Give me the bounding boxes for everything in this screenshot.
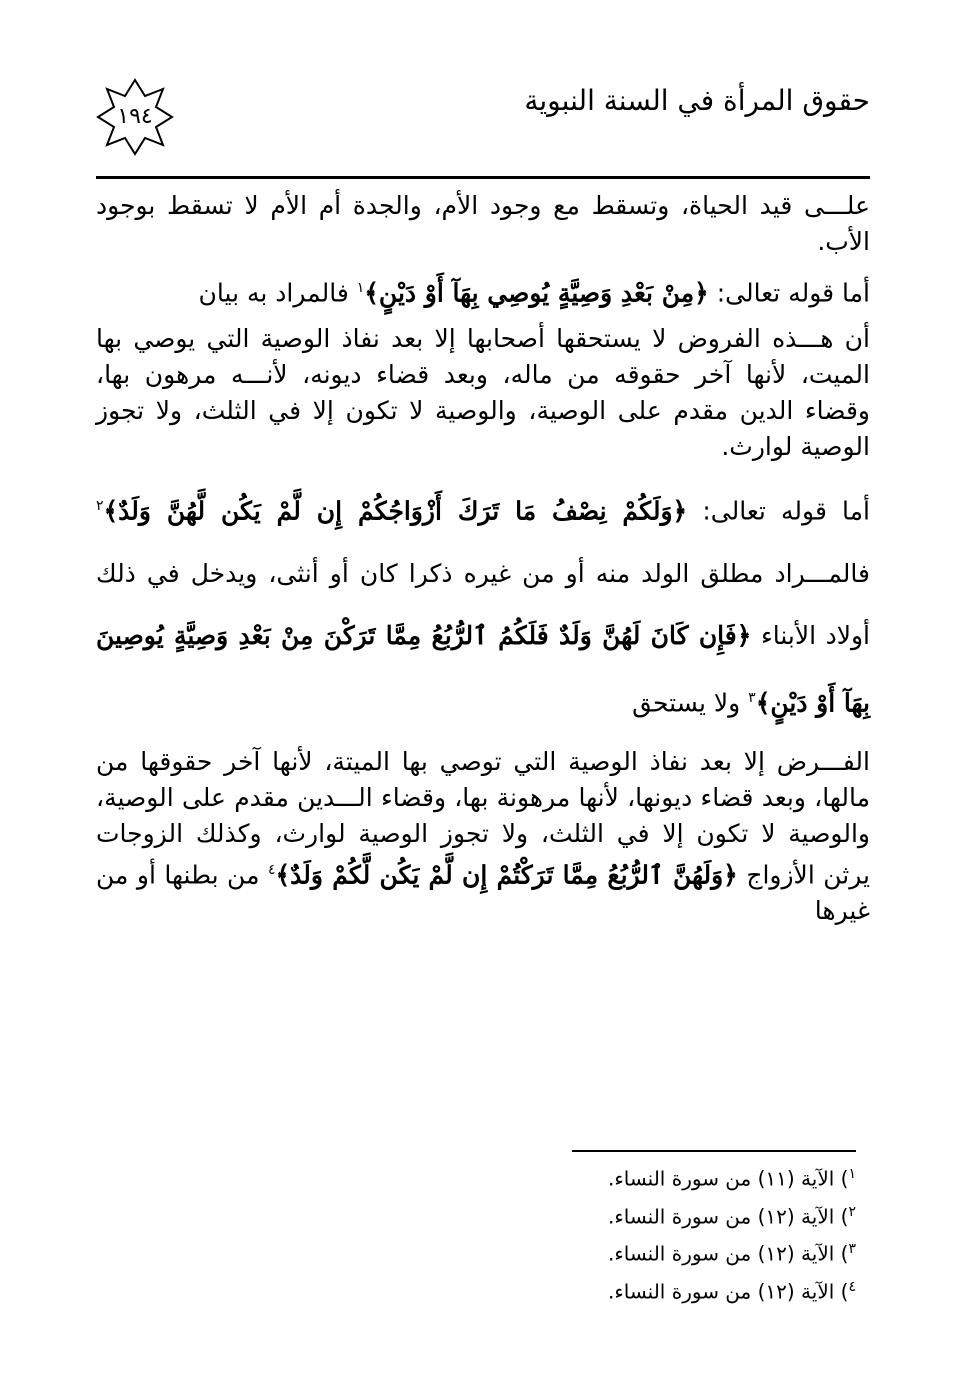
footnote-ref-2: ٢ [96,498,104,515]
page-number-badge [96,78,174,156]
footnote-ref-4: ٤ [267,861,276,878]
quran-verse-2: ﴿وَلَكُمْ نِصْفُ مَا تَرَكَ أَزْوَاجُكُمْ إِن لَّمْ يَكُن لَّهُنَّ وَلَدٌ﴾ [103,496,688,526]
quran-verse-3: ﴿فَإِن كَانَ لَهُنَّ وَلَدٌ فَلَكُمُ ٱلرُّبُعُ مِمَّا تَرَكْنَ مِنْ بَعْدِ وَصِيَّةٍ يُوصِينَ بِهَآ أَوْ دَيْنٍ﴾ [96,620,870,717]
quran-verse-4: ﴿وَلَهُنَّ ٱلرُّبُعُ مِمَّا تَرَكْتُمْ إِن لَّمْ يَكُن لَّكُمْ وَلَدٌ﴾ [275,860,738,890]
paragraph-3: أن هـــذه الفروض لا يستحقها أصحابها إلا بعد نفاذ الوصية التي يوصي بها الميت، لأنها آخر حقوقه من ماله، وبعد قضاء ديونه، لأنـــه مرهون بها، وقضاء الدين مقدم على الوصية، والوصية لا تكون إلا في الثلث، ولا تجوز الوصية لوارث. [96,324,870,462]
paragraph-1: علـــى قيد الحياة، وتسقط مع وجود الأم، والجدة أم الأم لا تسقط بوجود الأب. [96,191,870,256]
paragraph-4-middle: فالمـــراد مطلق الولد منه أو من غيره ذكرا كان أو أنثى، ويدخل في ذلك أولاد الأبناء [96,558,870,650]
paragraph-4-lead: أما قوله تعالى: [687,496,870,526]
paragraph-4 [96,475,870,734]
paragraph-2 [96,270,870,311]
paragraph-5 [96,744,870,929]
footnote-item: $^٢$) الآية (١٢) من سورة النساء. [607,1203,856,1229]
header-divider [96,176,870,179]
paragraph-5-lead: الفـــرض إلا بعد نفاذ الوصية التي توصي بها الميتة، لأنها آخر حقوقها من مالها، وبعد قضاء ديونها، لأنها مرهونة بها، وقضاء الـــدين مقدم على الوصية، والوصية لا تكون إلا في الثلث، ولا تجوز الوصية لوارث، وكذلك الزوجات يرثن الأزواج [96,746,870,890]
main-text [96,188,870,929]
paragraph-2-tail: فالمراد به بيان [198,278,357,308]
footnote-ref-3: ٣ [748,689,756,706]
paragraph-5-tail: من بطنها أو من غيرها [96,860,870,926]
footnote-item: $^١$) الآية (١١) من سورة النساء. [607,1166,856,1191]
paragraph-4-tail: ولا يستحق [632,687,749,717]
footnote-item: $^٣$) الآية (١٢) من سورة النساء. [607,1241,856,1266]
footnotes [608,1158,856,1309]
quran-verse-1: ﴿مِنْ بَعْدِ وَصِيَّةٍ يُوصِي بِهَآ أَوْ دَيْنٍ﴾ [364,278,709,308]
page-number: ١٩٤ [117,104,153,129]
footnote-divider [572,1150,856,1152]
footnote-ref-1: ١ [356,280,365,296]
paragraph-2-lead: أما قوله تعالى: [708,278,870,308]
footnote-item: $^٤$) الآية (١٢) من سورة النساء. [607,1278,856,1304]
running-header-title: حقوق المرأة في السنة النبوية [524,84,870,117]
